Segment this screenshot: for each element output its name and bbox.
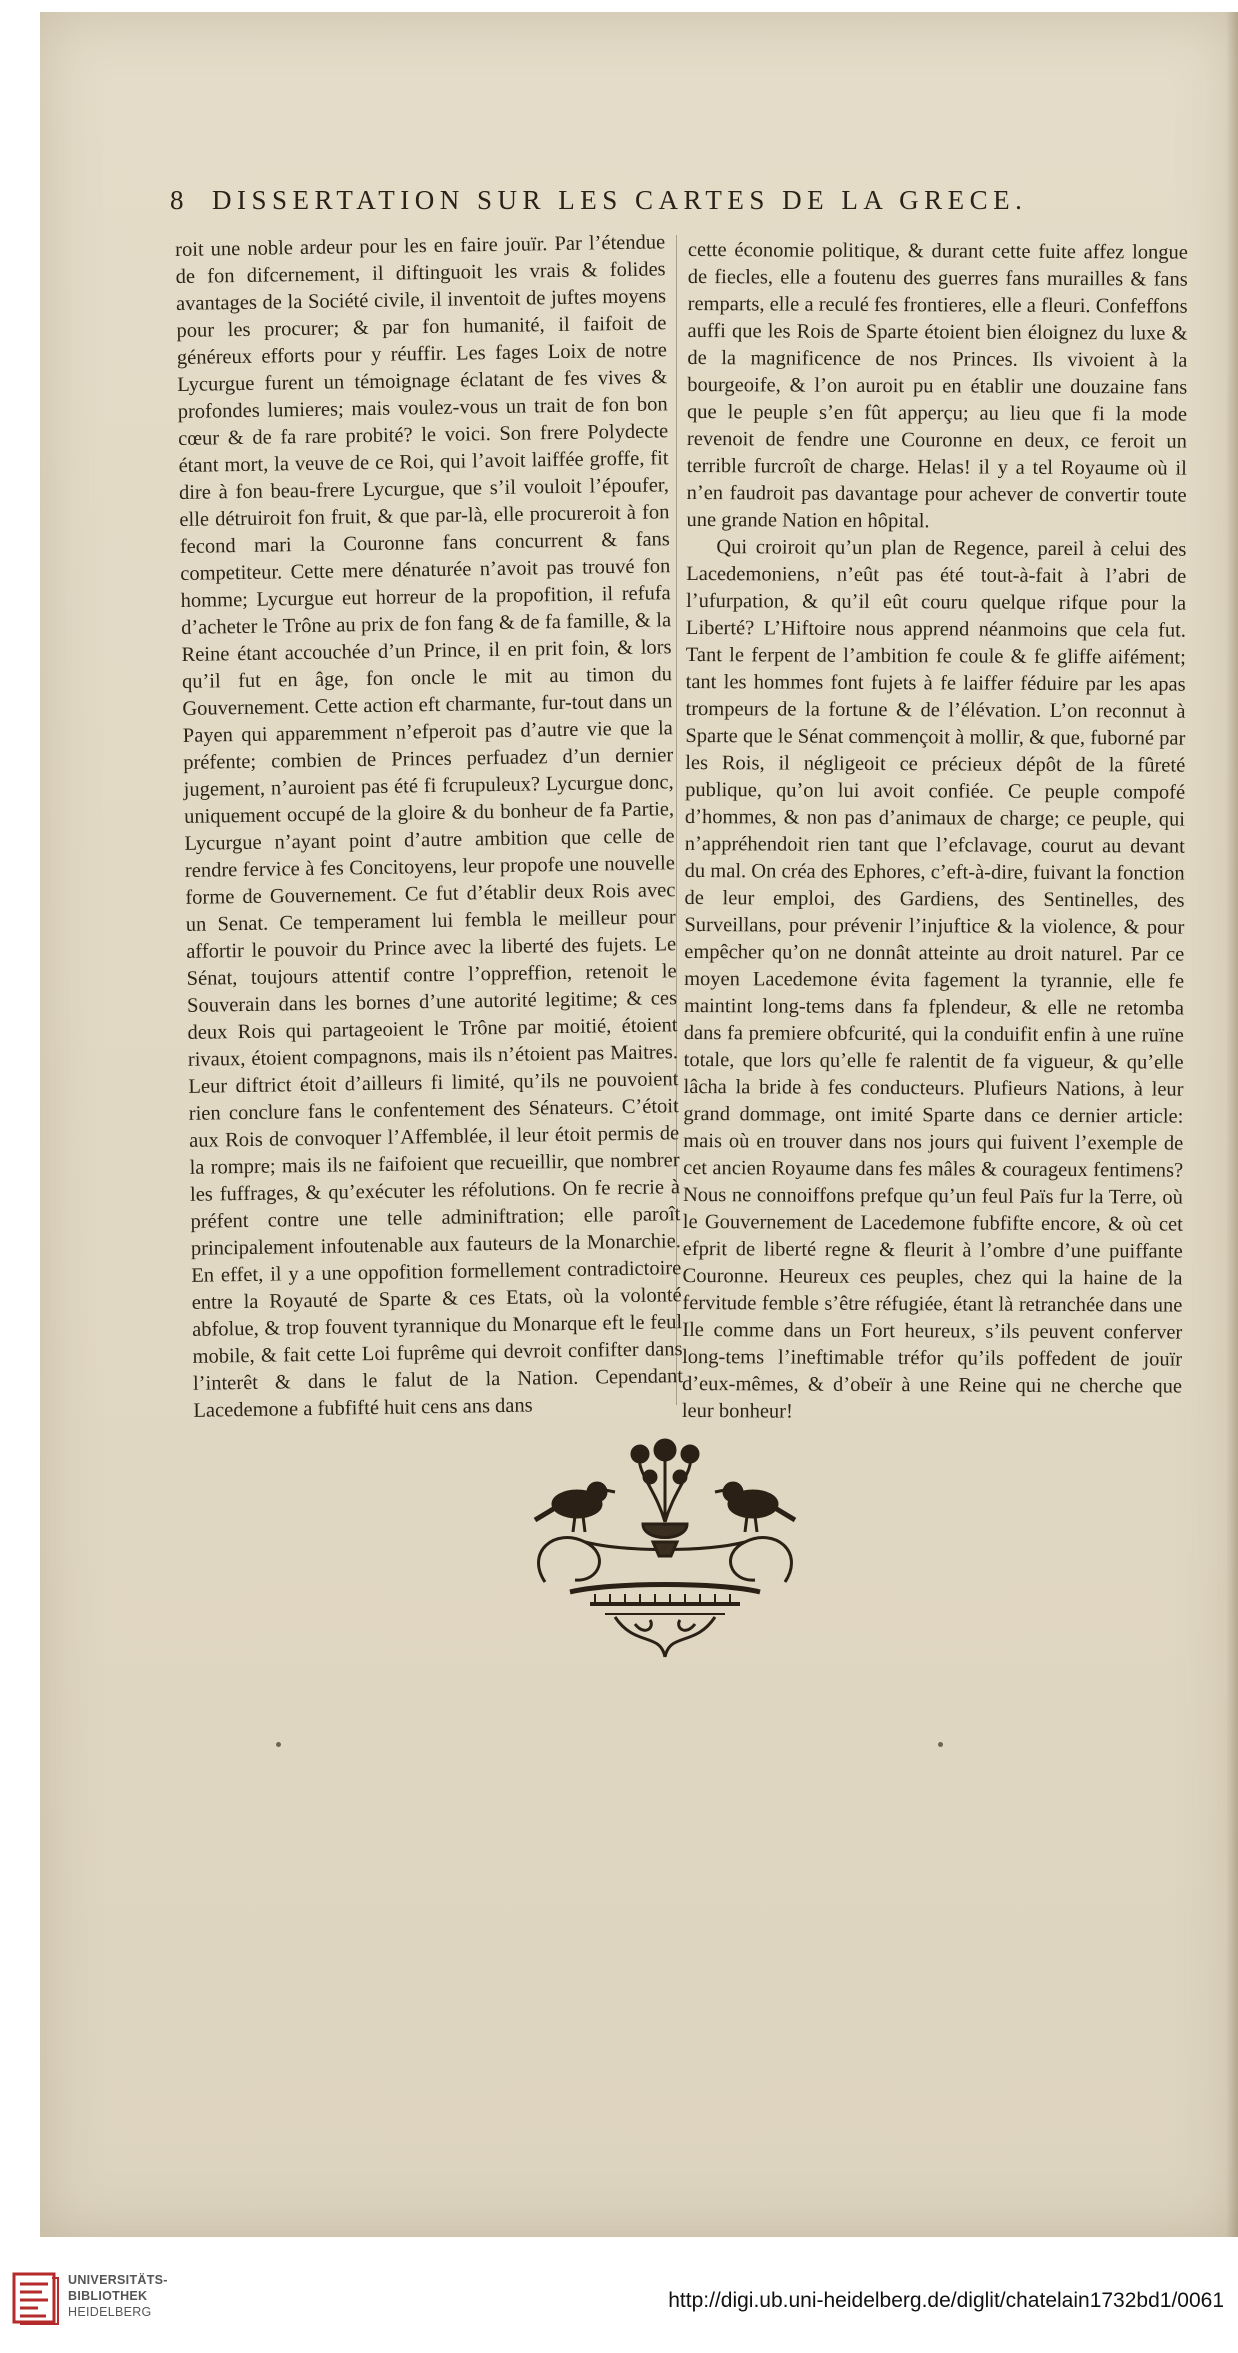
running-title: DISSERTATION SUR LES CARTES DE LA GRECE.: [212, 185, 1028, 215]
university-seal-icon: [12, 2270, 60, 2326]
library-logo-text: [68, 2272, 248, 2320]
logo-line: BIBLIOTHEK: [68, 2289, 148, 2303]
left-text-column: [175, 229, 684, 1422]
paragraph: cette économie politique, & durant cette fuite affez longue de fiecles, elle a foutenu des guerres fans murailles & fans remparts, elle a reculé fes frontieres, elle a fleuri. Confeffons auffi que les Rois de Sparte étoient bien éloignez du luxe & de la magnificence de nos Princes. Ils vivoient à la bourgeoife, & l’on auroit pu en établir une douzaine fans que le peuple s’en fût apperçu; au lieu que fi la mode revenoit de fendre une Couronne en deux, ce feroit un terrible furcroît de charge. Helas! il y a tel Royaume où il n’en faudroit pas davantage pour achever de convertir toute une grande Nation en hôpital.: [686, 238, 1188, 533]
page-header: [170, 185, 1110, 225]
page-number: 8: [170, 185, 184, 215]
logo-line: UNIVERSITÄTS-: [68, 2273, 168, 2287]
source-url-link[interactable]: http://digi.ub.uni-heidelberg.de/diglit/chatelain1732bd1/0061: [668, 2289, 1224, 2312]
right-text-column: [681, 237, 1188, 1423]
page-speck: [938, 1742, 943, 1747]
logo-line: HEIDELBERG: [68, 2305, 152, 2319]
paragraph: roit une noble ardeur pour les en faire jouïr. Par l’étendue de fon difcernement, il diftinguoit les vrais & folides avantages de la Société civile, il inventoit de juftes moyens pour les procurer; & par fon humanité, il faifoit de généreux efforts pour y réuffir. Les fages Loix de notre Lycurgue furent un témoignage éclatant de fes vives & profondes lumieres; mais voulez-vous un trait de fon bon cœur & de fa rare probité? le voici. Son frere Polydecte étant mort, la veuve de ce Roi, qui l’avoit laiffée groffe, fit dire à fon beau-frere Lycurgue, que s’il vouloit l’époufer, elle détruiroit fon fruit, & que par-là, elle procureroit à fon fecond mari la Couronne fans concurrent & fans competiteur. Cette mere dénaturée n’avoit pas trouvé fon homme; Lycurgue eut horreur de la propofition, il refufa d’acheter le Trône au prix de fon fang & de fa famille, & la Reine étant accouchée d’un Prince, il en prit foin, & lors qu’il fut en âge, fon oncle le mit au timon du Gouvernement. Cette action eft charmante, fur-tout dans un Payen qui apparemment n’efperoit pas d’autre vie que la préfente; combien de Princes perfuadez d’un dernier jugement, n’auroient pas été fi fcrupuleux? Lycurgue donc, uniquement occupé de la gloire & du bonheur de fa Partie, Lycurgue n’ayant point d’autre ambition que celle de rendre fervice à fes Concitoyens, leur propofe une nouvelle forme de Gouvernement. Ce fut d’établir deux Rois avec un Senat. Ce temperament lui fembla le meilleur pour affortir le pouvoir du Prince avec la liberté des fujets. Le Sénat, toujours attentif contre l’oppreffion, retenoit le Souverain dans les bornes d’une autorité legitime; & ces deux Rois qui partageoient le Trône par moitié, étoient rivaux, étoient compagnons, mais ils n’étoient pas Maitres. Leur diftrict étoit d’ailleurs fi limité, qu’ils ne pouvoient rien conclure fans le confentement des Sénateurs. C’étoit aux Rois de convoquer l’Affemblée, il leur étoit permis de la rompre; mais ils ne faifoient que recueillir, que nombrer les fuffrages, & qu’exécuter les réfolutions. On fe recrie à préfent contre une telle adminiftration; elle paroît principalement infoutenable aux fauteurs de la Monarchie. En effet, il y a une oppofition formellement contradictoire entre la Royauté de Sparte & ces Etats, où la volonté abfolue, & trop fouvent tyrannique du Monarque eft le feul mobile, & fait cette Loi fuprême qui devroit confifter dans l’interêt & dans le falut de la Nation. Cependant Lacedemone a fubfifté huit cens ans dans: [175, 231, 684, 1422]
page-edge-shadow: [1226, 12, 1238, 2237]
paragraph: Qui croiroit qu’un plan de Regence, pareil à celui des Lacedemoniens, n’eût pas été tout-à-fait à l’abri de l’ufurpation, & qu’il eût couru quelque rifque pour la Liberté? L’Hiftoire nous apprend néanmoins que cela fut. Tant le ferpent de l’ambition fe coule & fe gliffe aifément; tant les hommes font fujets à fe laiffer féduire par les apas trompeurs de la fortune & de l’élévation. L’on reconnut à Sparte que le Sénat commençoit à mollir, & que, fuborné par les Rois, il négligeoit ce précieux dépôt de la fûreté publique, qu’on lui avoit confiée. Ce peuple compofé d’hommes, & non pas d’animaux de charge; ce peuple, qui n’appréhendoit rien tant que l’efclavage, courut au devant du mal. On créa des Ephores, c’eft-à-dire, fuivant la fonction de leur emploi, des Gardiens, des Sentinelles, des Surveillans, pour prévenir l’injuftice & la violence, & pour empêcher qu’on ne donnât atteinte au droit naturel. Par ce moyen Lacedemone évita fagement la tyrannie, elle fe maintint long-tems dans fa fplendeur, & elle ne retomba dans fa premiere obfcurité, qui la conduifit enfin à une ruïne totale, que lors qu’elle fe ralentit de fa vigueur, & qu’elle lâcha la bride à fes conducteurs. Plufieurs Nations, à leur grand dommage, ont imité Sparte dans ce dernier article: mais où en trouver dans nos jours qui fuivent l’exemple de cet ancien Royaume dans fes mâles & courageux fentimens? Nous ne connoiffons prefque qu’un feul Païs fur la Terre, où le Gouvernement de Lacedemone fubfifte encore, & où cet efprit de liberté regne & fleurit à l’ombre d’une puiffante Couronne. Heureux ces peuples, chez qui la haine de la fervitude femble s’être réfugiée, étant là retranchée dans une Ile comme dans un Fort heureux, s’ils peuvent conferver long-tems l’ineftimable tréfor qu’ils poffedent de jouïr d’eux-mêmes, & d’obeïr à une Reine qui ne cherche que leur bonheur!: [681, 536, 1187, 1423]
tailpiece-vignette-birds-vase-icon: [515, 1432, 815, 1662]
page-speck: [276, 1742, 281, 1747]
